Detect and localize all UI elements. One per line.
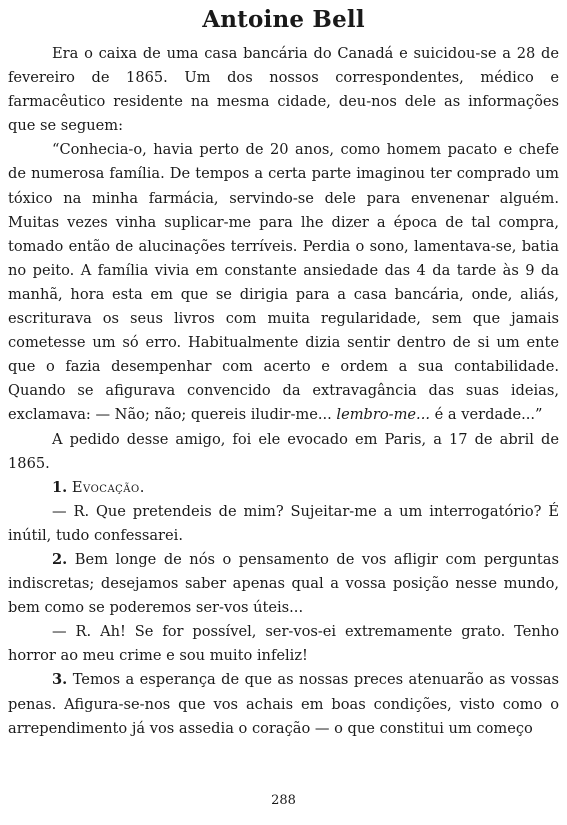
question-number: 1.: [52, 478, 68, 496]
answer-1: — R. Que pretendeis de mim? Sujeitar-me a um interrogatório? É inútil, tudo confessarei.: [8, 502, 559, 544]
question-number: 2.: [52, 550, 68, 568]
quote-italic-text: lembro-me...: [336, 406, 430, 424]
page-body: [8, 42, 559, 741]
quote-end-text: é a verdade...”: [429, 406, 543, 424]
question-text: Bem longe de nós o pensamento de vos afligir com perguntas indiscretas; desejamos saber apenas qual a vossa posição nesse mundo, bem como se poderemos ser-vos úteis...: [8, 550, 559, 617]
evocation-context-paragraph: A pedido desse amigo, foi ele evocado em Paris, a 17 de abril de 1865.: [8, 430, 559, 472]
question-1: [8, 476, 559, 500]
question-2: [8, 548, 559, 620]
question-text: Temos a esperança de que as nossas preces atenuarão as vossas penas. Afigura-se-nos que vos achais em boas condições, visto como o arrependimento já vos assedia o coração — o que constitui um começo: [8, 671, 560, 737]
question-3: [8, 668, 559, 740]
quote-text: “Conhecia-o, havia perto de 20 anos, como homem pacato e chefe de numerosa família. De tempos a certa parte imaginou ter comprado um tóxico na minha farmácia, servindo-se dele para envenenar alguém. Muitas vezes vinha suplicar-me para lhe dizer a época de tal compra, tomado então de alucinações terríveis. Perdia o sono, lamentava-se, batia no peito. A família vivia em constante ansiedade das 4 da tarde às 9 da manhã, hora esta em que se dirigia para a casa bancária, onde, aliás, escriturava os seus livros com muita regularidade, sem que jamais cometesse um só erro. Habitualmente dizia sentir dentro de si um ente que o fazia desempenhar com acerto e ordem a sua contabilidade. Quando se afigurava convencido da extravagância das suas ideias, exclamava: — Não; não; quereis iludir-me...: [8, 141, 559, 424]
intro-paragraph: Era o caixa de uma casa bancária do Canadá e suicidou-se a 28 de fevereiro de 1865. Um dos nossos correspondentes, médico e farmacêutico residente na mesma cidade, deu-nos dele as informações que se seguem:: [8, 45, 559, 135]
question-number: 3.: [52, 671, 68, 689]
question-text: Evocação.: [71, 478, 145, 496]
answer-2: — R. Ah! Se for possível, ser-vos-ei extremamente grato. Tenho horror ao meu crime e sou muito infeliz!: [8, 623, 559, 665]
quote-paragraph: [8, 138, 559, 427]
chapter-title: Antoine Bell: [202, 6, 365, 33]
page-number: 288: [271, 793, 296, 808]
